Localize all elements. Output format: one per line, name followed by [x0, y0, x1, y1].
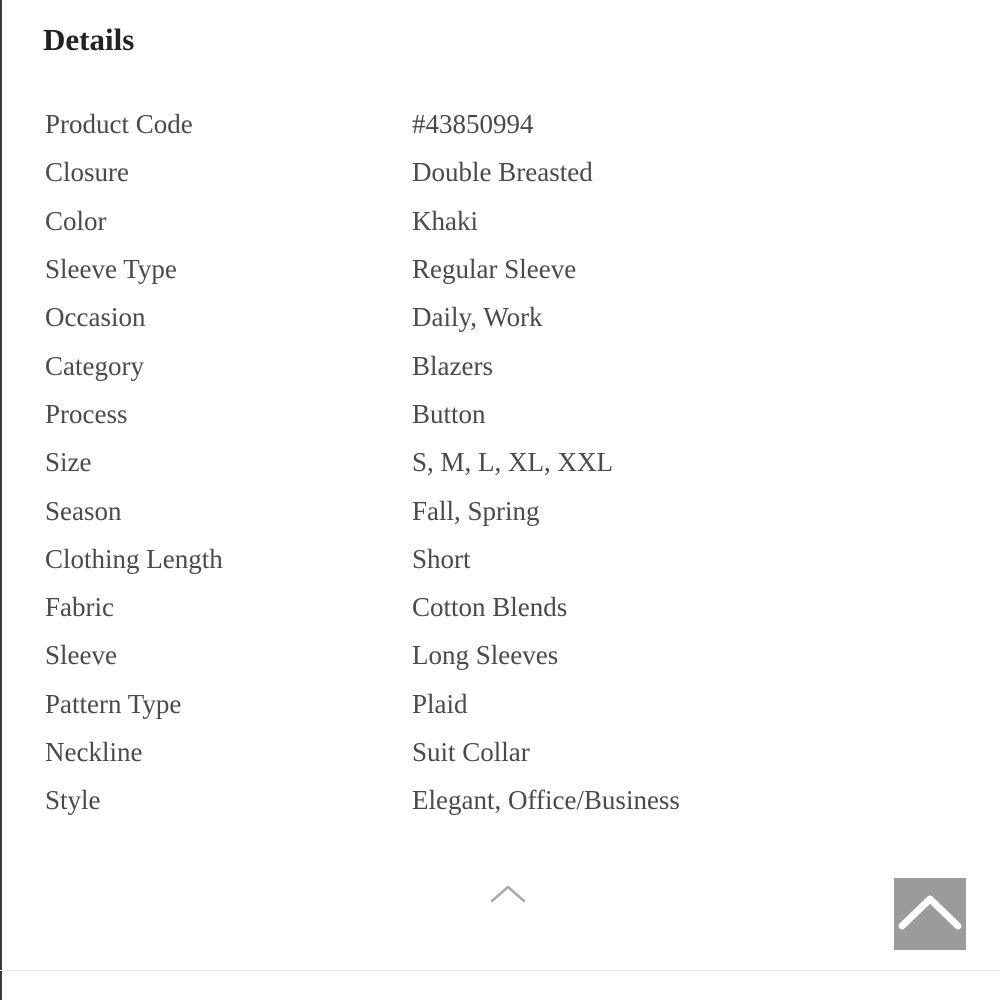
- detail-label: Season: [45, 495, 122, 526]
- detail-label: Closure: [45, 157, 129, 188]
- detail-value: Short: [412, 543, 471, 574]
- detail-row: [45, 728, 945, 776]
- detail-value: Daily, Work: [412, 302, 543, 333]
- detail-value: Button: [412, 398, 486, 429]
- detail-label: Product Code: [45, 109, 193, 140]
- detail-row: [45, 438, 945, 486]
- chevron-up-icon: [894, 878, 966, 950]
- detail-label: Sleeve Type: [45, 254, 177, 285]
- detail-label: Clothing Length: [45, 543, 223, 574]
- chevron-up-icon: [488, 878, 528, 910]
- detail-value: Fall, Spring: [412, 495, 540, 526]
- left-border: [0, 0, 2, 1000]
- detail-row: [45, 148, 945, 196]
- detail-value: S, M, L, XL, XXL: [412, 447, 613, 478]
- detail-value: Elegant, Office/Business: [412, 785, 680, 816]
- detail-label: Category: [45, 350, 144, 381]
- detail-row: [45, 486, 945, 534]
- details-title: Details: [43, 22, 135, 57]
- back-to-top-button[interactable]: [894, 878, 966, 950]
- detail-label: Pattern Type: [45, 688, 182, 719]
- bottom-divider: [0, 970, 1000, 971]
- detail-row: [45, 100, 945, 148]
- detail-row: [45, 776, 945, 824]
- detail-label: Sleeve: [45, 640, 117, 671]
- detail-row: [45, 631, 945, 679]
- detail-row: [45, 245, 945, 293]
- detail-label: Process: [45, 398, 128, 429]
- detail-value: Double Breasted: [412, 157, 593, 188]
- detail-row: [45, 535, 945, 583]
- detail-row: [45, 390, 945, 438]
- detail-value: Regular Sleeve: [412, 254, 577, 285]
- detail-value: #43850994: [412, 109, 534, 140]
- detail-row: [45, 583, 945, 631]
- detail-row: [45, 197, 945, 245]
- collapse-details-button[interactable]: [488, 878, 528, 910]
- detail-label: Neckline: [45, 737, 143, 767]
- detail-label: Color: [45, 205, 107, 236]
- detail-label: Fabric: [45, 592, 114, 623]
- detail-value: Suit Collar: [412, 737, 530, 767]
- detail-row: [45, 293, 945, 341]
- detail-value: Cotton Blends: [412, 592, 568, 623]
- detail-value: Plaid: [412, 688, 468, 719]
- details-list: [45, 100, 945, 824]
- detail-row: [45, 341, 945, 389]
- detail-row: [45, 680, 945, 728]
- detail-label: Size: [45, 447, 92, 478]
- detail-label: Occasion: [45, 302, 146, 333]
- detail-value: Long Sleeves: [412, 640, 559, 671]
- detail-label: Style: [45, 785, 101, 816]
- detail-value: Blazers: [412, 350, 493, 381]
- detail-value: Khaki: [412, 205, 478, 236]
